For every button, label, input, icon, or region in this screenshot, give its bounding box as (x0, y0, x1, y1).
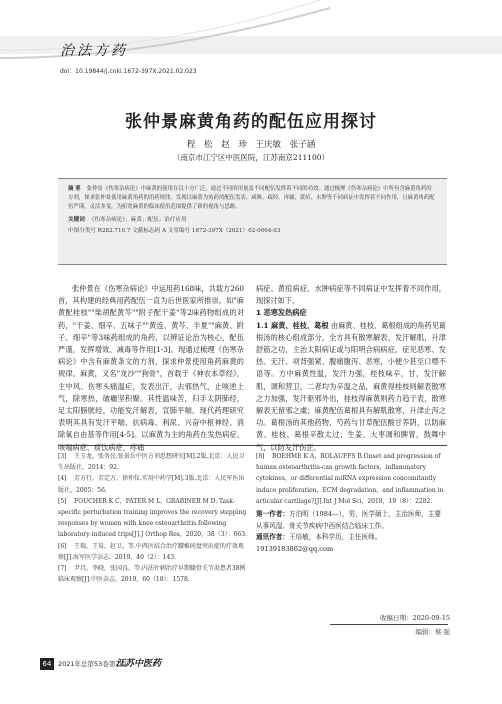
section-title: 治法方药 (60, 43, 128, 59)
article-affiliation: （南京市江宁区中医医院，江苏南京211100） (172, 153, 330, 162)
keywords-text: 《伤寒杂病论》；麻黄；配伍；治疗应用 (88, 217, 187, 223)
body-right-column (256, 283, 446, 452)
page-number: 64 (40, 658, 54, 670)
corresponding-label: 通讯作者： (256, 533, 289, 542)
reference-item: [6] 王瑞，王易，赵卫，等.中西医结合治疗腰椎间盘突出症的疗效观察[J].海军医学杂志，2019，40（2）：143. (58, 542, 244, 561)
dates-rule (330, 624, 448, 625)
reference-item: [3] 王玉龙，张务民.张景岳中医方剂思想研究[M].2版.北京：人民卫生出版社，2014：92. (58, 453, 245, 472)
section1-1-text: 由麻黄、桂枝、葛根组成的角药见葛根汤的核心组成部分，全方具有散寒解表、发汗解肌，升津舒筋之功，主治太阳病证或与阳明合病病症，症见恶寒、发热、无汗、项背强紧、腹痛腹泻、恶寒，小便少甚至口噤不语等。方中麻黄性温，发汗力强，桂枝味辛，甘，发汗解肌，调和营卫，二者均为辛温之品，麻黄得桂枝则解表散寒之力加强，发汗驱邪外出，桂枝得麻黄则药力趋于表，散寒解表无留邪之虞；麻黄配伍葛根具有解肌散寒，升津止泻之功。葛根汤的其他药物，芍药与甘草配伍酸甘养阴，以防麻黄、桂枝、葛根辛散太过；生姜、大枣调和脾胃，鼓舞中气，以防发汗伤正。 (256, 320, 446, 452)
received-date: 收稿日期：2020-09-15 (380, 614, 450, 622)
body-left-column (58, 283, 244, 452)
references-divider (58, 445, 447, 446)
corresponding-text: 王培敏，本科学历，主任医师。19139183862@qq.com (256, 533, 382, 553)
keywords-label: 关键词 (68, 217, 85, 223)
author-bio (256, 509, 446, 555)
abstract-box (58, 178, 447, 265)
classification-line: 中图分类号 R282.710.7 文献标志码 A 文章编号 1672-397X（2021）02-0064-03 (68, 228, 281, 234)
journal-name: 江苏中医药 (116, 659, 162, 669)
issue-info: 2021年总第53卷第2期 (58, 660, 126, 668)
section1-1-paragraph (256, 320, 446, 454)
keywords-line (68, 215, 437, 223)
abstract-label: 摘 要 (68, 186, 81, 192)
reference-item: [5] FOUCHER K C，PATER M L，GRABINER M D. Task-specific perturbation training improves the recovery stepping responses by women with knee osteoarthritis following laboratory-induced trips[J].J Orthop Res，2020，38（3）：663. (58, 497, 247, 539)
reference-item: [8] BOEHME K A，ROLAUFFS B.Onset and progression of human osteoarthritis-can growth factors，inflammatory cytokines，or differential miRNA expression concomitantly induce proliferation，ECM degradation，and inflammation in articular cartilage?[J].Int J Mol Sci，2018，19（8）：2282. (256, 453, 444, 505)
doi-line: doi：10.19844/j.cnki.1672-397X.2021.02.023 (60, 68, 197, 75)
reference-item: [7] 尹昌，李晓，张国良，等.内法针刺治疗早期膝骨关节炎患者38例临床观察[J].中医杂志，2019，60（18）：1578. (58, 565, 246, 584)
dates-block (330, 612, 450, 638)
reference-item: [4] 芳方行，芳定方，徐仲仪.实用中药学[M].3版.北京：人民军医出版社，2005：56. (58, 475, 245, 494)
editor-line: 编辑：蔡 强 (415, 628, 450, 636)
references-left (58, 451, 248, 585)
body-right-intro: 病症、黄疸病症、水肿病症等不同病证中发挥着不同作用，现探讨如下。 (256, 284, 446, 306)
section1-heading: 1 恶寒发热病症 (256, 308, 307, 318)
first-author-label: 第一作者： (256, 510, 289, 519)
first-author-text: 方泊明（1984—），男，医学硕士，主治医师，主要从事风湿、骨关节疾病中西医结合临床工作。 (256, 510, 441, 530)
article-title: 张仲景麻黄角药的配伍应用探讨 (125, 112, 377, 132)
header-swoosh (0, 0, 330, 60)
abstract-paragraph (68, 185, 437, 212)
section1-1-heading: 1.1 麻黄、桂枝、葛根 (256, 320, 329, 330)
references-right (256, 451, 446, 555)
abstract-text: 张仲景《伤寒杂病论》中麻黄的使用在以十分广泛，通过不同的用量及不同配伍发挥着不同的功效。通过梳理《伤寒杂病论》中所有含麻黄角药的方剂，探求张仲景使用麻黄角药的用药规律。发现以麻黄为角药的配伍发表、咸咳、疏经、再辅、黄疸、水肿等不同病证中发挥着不同作用，且麻黄角药配伍严谨，灵活多变，为拓宽麻黄的临床使用范围提供了新的视角与思路。 (68, 186, 435, 210)
article-authors: 程 松 赵 珍 王庆敏 张子涵 (186, 140, 316, 150)
body-left-text: 张仲景在《伤寒杂病论》中运用药168味，共载方260首，其构建的经典用药配伍一直为后世医家所推崇。如"麻黄配桂枝""柴胡配黄芩""附子配干姜"等2味药物组成的对药，"干姜、细辛、五味子""黄连、黄芩、半夏""麻黄、附子、细辛"等3味药组成的角药，以辨证论治为核心，配伍严谨，发挥增效、减毒等作用[1-3]。现通过梳理《伤寒杂病论》中含有麻黄条文的方剂，探求仲景使用角药麻黄的规律。麻黄，又名"龙沙""狗骨"，首载于《神农本草经》，主中风、伤寒头痛温疟，发表出汗，去邪热气，止咳逆上气，除寒热，破癥坚积聚。其性温味苦，归手太阴肺经，足太阳膀胱经，功能发汗解表，宣肺平喘。现代药理研究表明其具有发汗平喘、抗病毒、利尿、兴奋中枢神经、消除氧自由基等作用[4-5]。以麻黄为主的角药在发热病症、咳喘病症、痰饮病症、疼痛 (58, 284, 244, 452)
